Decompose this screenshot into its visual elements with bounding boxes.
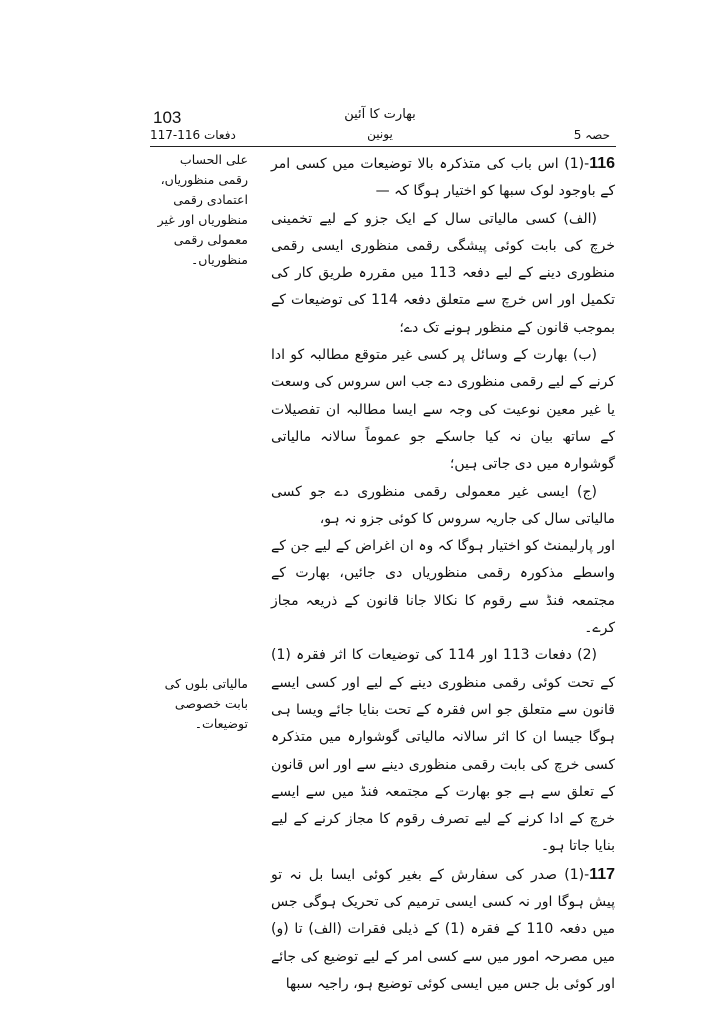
side-note-117: مالیاتی بلوں کی بابت خصوصی توضیعات۔ <box>164 676 248 731</box>
article-116-closing: اور پارلیمنٹ کو اختیار ہوگا کہ وہ ان اغراض کے لیے جن کے واسطے مذکورہ رقمی منظوریاں دی جائیں، بھارت کے مجتمعہ فنڈ سے رقوم کا نکالا جانا قانون کے ذریعہ مجاز کرے۔ <box>271 538 615 637</box>
article-116-clause-1 <box>271 150 615 206</box>
article-116-item-a: (الف) کسی مالیاتی سال کے ایک جزو کے لیے تخمینی خرچ کی بابت کوئی پیشگی رقمی منظوری ایسی رقمی منظوری دینے کے لیے دفعہ 113 میں مقررہ طریق کار کی تکمیل اور اس خرچ سے متعلق دفعہ 114 کی توضیعات کے بموجب قانون کے منظور ہونے تک دے؛ <box>271 210 615 336</box>
article-116-clause-1-text: -(1) اس باب کی متذکرہ بالا توضیعات میں کسی امر کے باوجود لوک سبھا کو اختیار ہوگا کہ — <box>271 156 615 200</box>
article-117-number: 117 <box>589 865 615 883</box>
side-note-116: علی الحساب رقمی منظوریاں، اعتمادی رقمی منظوریاں اور غیر معمولی رقمی منظوریاں۔ <box>157 152 248 267</box>
page-title: بھارت کا آئین <box>344 107 416 122</box>
article-117-clause-1 <box>271 861 615 998</box>
main-text <box>271 150 615 998</box>
part-label: حصہ 5 <box>573 128 610 142</box>
article-116-item-c: (ج) ایسی غیر معمولی رقمی منظوری دے جو کسی مالیاتی سال کی جاریہ سروس کا کوئی جزو نہ ہو، <box>271 483 615 527</box>
page-subtitle: یونین <box>367 127 393 141</box>
article-116-item-b: (ب) بھارت کے وسائل پر کسی غیر متوقع مطالبہ کو ادا کرنے کے لیے رقمی منظوری دے جب اس سروس کی وسعت یا غیر معین نوعیت کی وجہ سے ایسا مطالبہ ان تفصیلات کے ساتھ بیان نہ کیا جاسکے جو عموماً سالانہ مالیاتی گوشوارہ میں دی جاتی ہیں؛ <box>271 347 615 473</box>
article-117-clause-1-text: -(1) صدر کی سفارش کے بغیر کوئی ایسا بل نہ تو پیش ہوگا اور نہ کسی ایسی ترمیم کی تحریک ہوگی جس میں دفعہ 110 کے فقرہ (1) کے ذیلی فقرات (الف) تا (و) میں مصرحہ امور میں سے کسی امر کے لیے توضیع کی جائے اور کوئی بل جس میں ایسی کوئی توضیع ہو، راجیہ سبھا <box>271 866 616 992</box>
article-116-number: 116 <box>589 155 615 172</box>
page-number: 103 <box>153 108 182 127</box>
article-116-clause-2: (2) دفعات 113 اور 114 کی توضیعات کا اثر فقرہ (1) کے تحت کوئی رقمی منظوری دینے کے لیے اور کسی ایسے قانون سے متعلق جو اس فقرہ کے تحت بنایا جائے ویسا ہی ہوگا جیسا ان کا اثر سالانہ مالیاتی گوشوارہ میں متذکرہ کسی خرچ کی بابت رقمی منظوری دینے سے اور اس قانون کے تعلق سے ہے جو بھارت کے مجتمعہ فنڈ میں سے ایسے خرچ کے ادا کرنے کے لیے تصرف رقوم کا مجاز کرنے کے لیے بنایا جاتا ہو۔ <box>271 647 615 855</box>
articles-label: دفعات 116-117 <box>150 128 236 142</box>
header-rule <box>150 146 616 147</box>
